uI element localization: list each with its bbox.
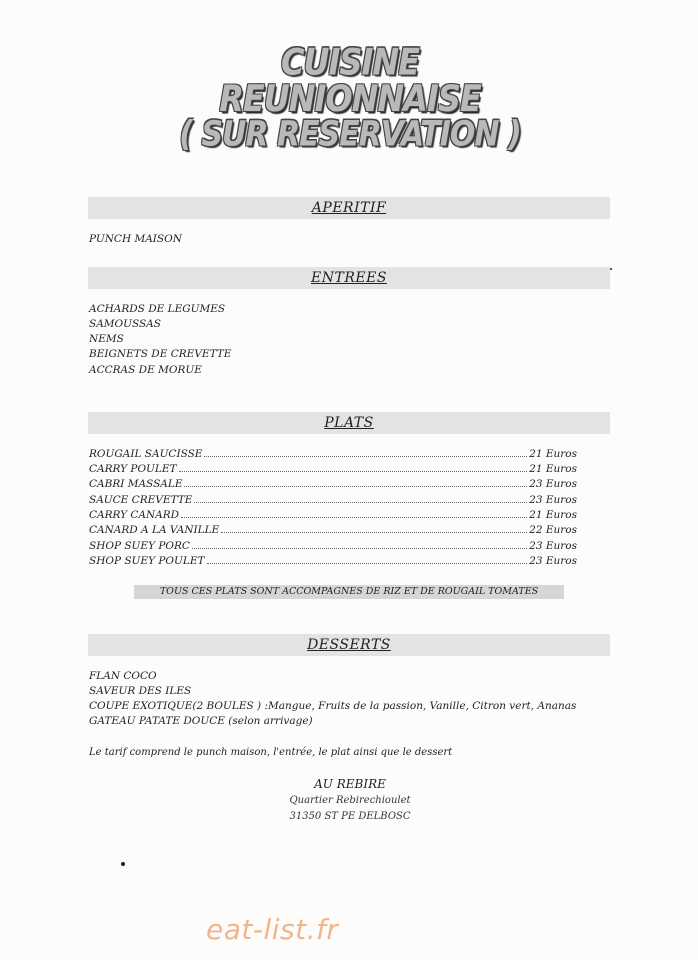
plat-name: SHOP SUEY POULET xyxy=(89,555,205,567)
dot-leader xyxy=(207,555,528,564)
entree-item: ACHARDS DE LEGUMES xyxy=(89,303,226,315)
dessert-item: COUPE EXOTIQUE(2 BOULES ) :Mangue, Fruits de la passion, Vanille, Citron vert, Ananas xyxy=(89,700,577,712)
tarif-note: Le tarif comprend le punch maison, l'entrée, le plat ainsi que le dessert xyxy=(89,747,453,758)
dessert-item: SAVEUR DES ILES xyxy=(89,685,192,697)
plat-row xyxy=(89,524,577,539)
section-heading-entrees: ENTREES xyxy=(88,267,610,289)
plat-price: 21 Euros xyxy=(529,509,577,521)
plat-name: SAUCE CREVETTE xyxy=(89,494,193,506)
plat-name: CARRY POULET xyxy=(89,463,177,475)
dot-leader xyxy=(179,463,528,472)
plat-name: CABRI MASSALE xyxy=(89,478,183,490)
menu-title xyxy=(150,39,550,155)
address-line-2: 31350 ST PE DELBOSC xyxy=(289,811,411,822)
plat-price: 23 Euros xyxy=(529,478,577,490)
dessert-item: GATEAU PATATE DOUCE (selon arrivage) xyxy=(89,715,313,727)
plat-row xyxy=(89,448,577,463)
plat-price: 21 Euros xyxy=(529,463,577,475)
dot-leader xyxy=(184,478,527,487)
scan-speck xyxy=(121,862,125,866)
plat-price: 21 Euros xyxy=(529,448,577,460)
dot-leader xyxy=(204,448,527,457)
plat-row xyxy=(89,555,577,570)
entree-item: BEIGNETS DE CREVETTE xyxy=(89,348,232,360)
section-heading-aperitif: APERITIF xyxy=(88,197,610,219)
plat-name: CANARD A LA VANILLE xyxy=(89,524,220,536)
dot-leader xyxy=(194,494,527,503)
plat-name: ROUGAIL SAUCISSE xyxy=(89,448,203,460)
entree-item: NEMS xyxy=(89,333,124,345)
plat-price: 23 Euros xyxy=(529,494,577,506)
plat-row xyxy=(89,540,577,555)
title-line-2: ( SUR RESERVATION ) xyxy=(179,114,521,155)
plat-price: 23 Euros xyxy=(529,540,577,552)
dessert-item: FLAN COCO xyxy=(89,670,157,682)
plats-accompaniment-note: TOUS CES PLATS SONT ACCOMPAGNES DE RIZ ET DE ROUGAIL TOMATES xyxy=(134,585,564,599)
plat-price: 23 Euros xyxy=(529,555,577,567)
plat-row xyxy=(89,478,577,493)
restaurant-name: AU REBIRE xyxy=(314,777,386,791)
section-heading-desserts: DESSERTS xyxy=(88,634,610,656)
address-line-1: Quartier Rebirechioulet xyxy=(289,795,411,806)
dot-leader xyxy=(221,524,527,533)
plat-row xyxy=(89,463,577,478)
plat-row xyxy=(89,494,577,509)
entree-item: ACCRAS DE MORUE xyxy=(89,364,202,376)
plat-name: CARRY CANARD xyxy=(89,509,180,521)
scan-speck xyxy=(610,268,612,270)
dot-leader xyxy=(192,540,527,549)
section-heading-plats: PLATS xyxy=(88,412,610,434)
title-line-1: CUISINE REUNIONNAISE xyxy=(219,39,481,121)
watermark: eat-list.fr xyxy=(206,913,339,946)
plat-name: SHOP SUEY PORC xyxy=(89,540,190,552)
plat-row xyxy=(89,509,577,524)
dot-leader xyxy=(181,509,527,518)
plat-price: 22 Euros xyxy=(529,524,577,536)
entree-item: SAMOUSSAS xyxy=(89,318,161,330)
aperitif-item: PUNCH MAISON xyxy=(89,233,182,245)
